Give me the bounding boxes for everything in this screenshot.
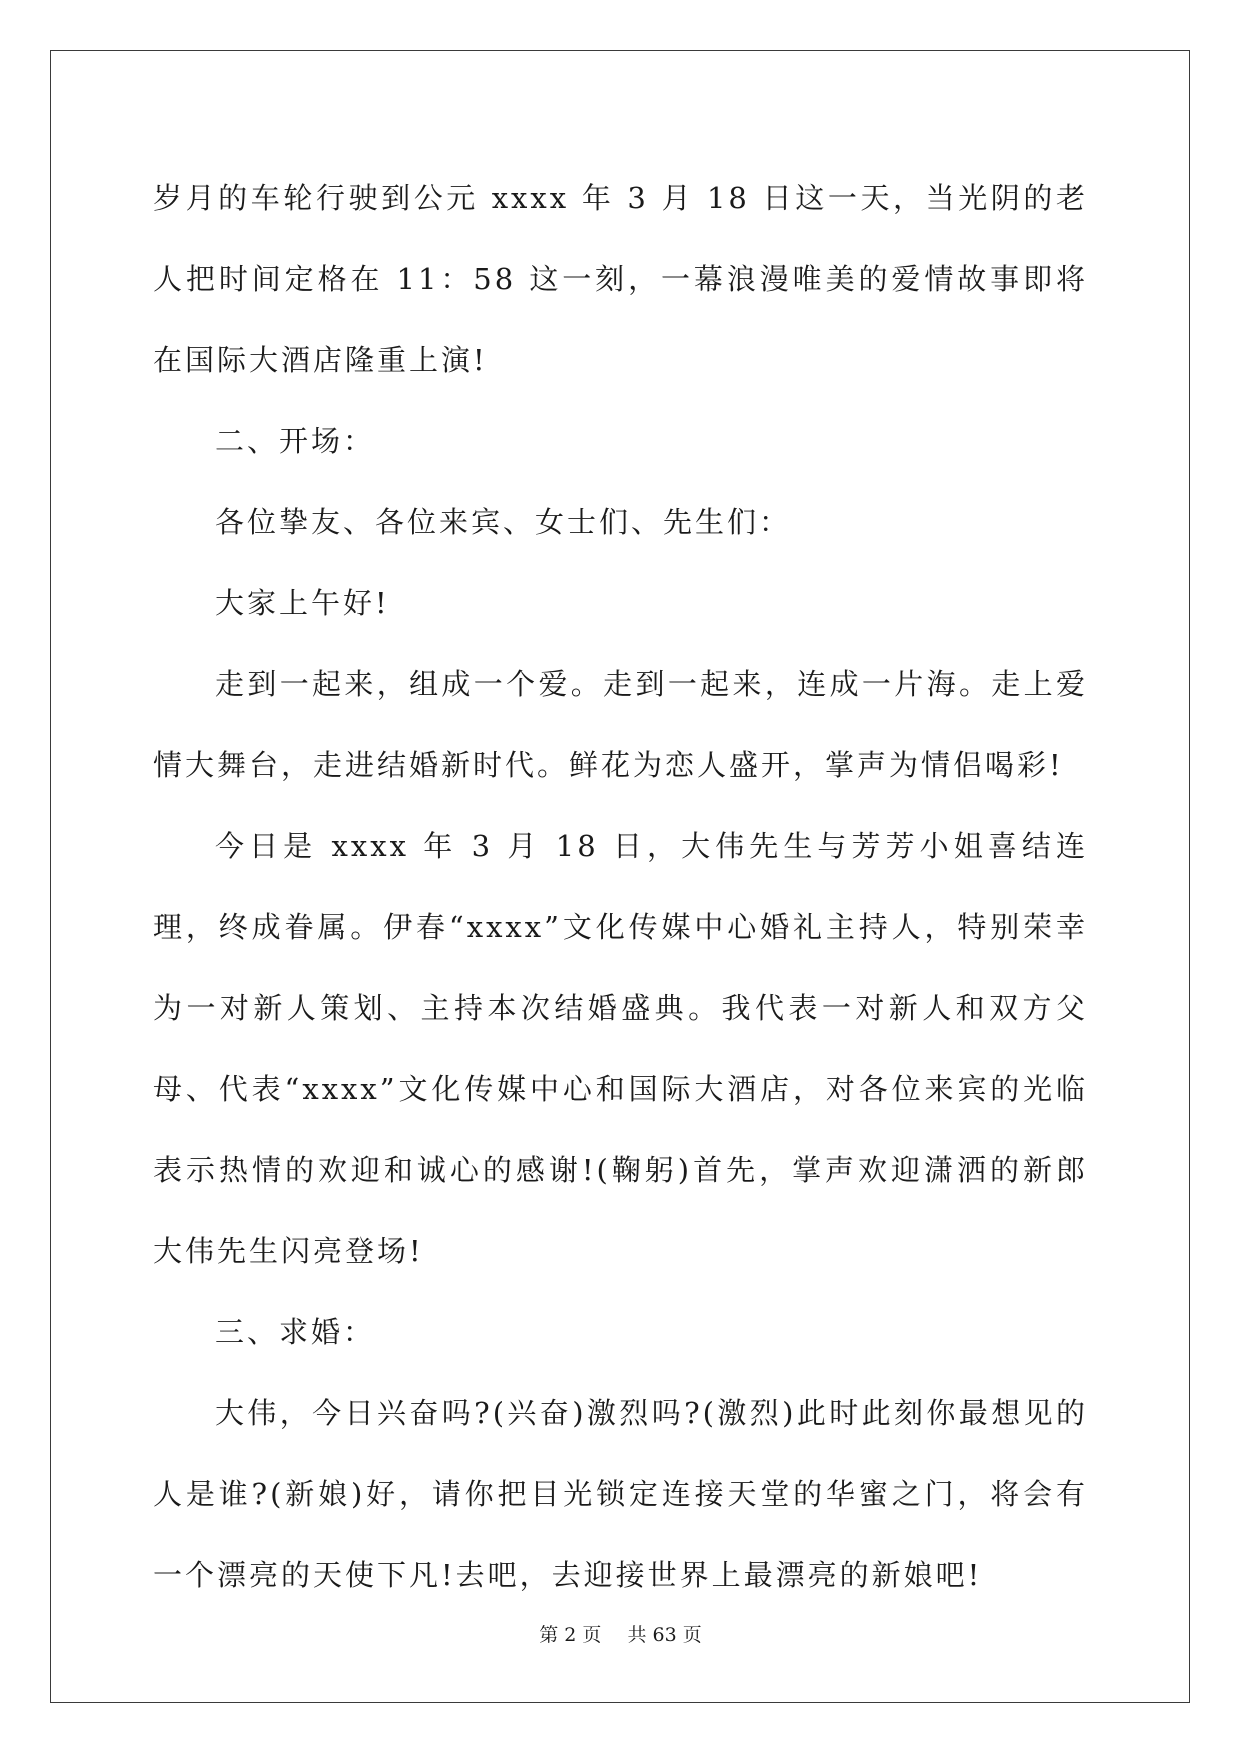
paragraph-good-morning: 大家上午好! [215, 586, 390, 620]
paragraph-ceremony-intro: 今日是 xxxx 年 3 月 18 日，大伟先生与芳芳小姐喜结连理，终成眷属。伊春“xxxx”文化传媒中心婚礼主持人，特别荣幸为一对新人策划、主持本次结婚盛典。我代表一对新人和双方父母、代表“xxxx”文化传媒中心和国际大酒店，对各位来宾的光临表示热情的欢迎和诚心的感谢!(鞠躬)首先，掌声欢迎潇洒的新郎大伟先生闪亮登场! [153, 829, 1088, 1268]
page-footer [0, 1620, 1241, 1647]
section-heading-opening: 二、开场： [215, 424, 376, 458]
paragraph-intro: 岁月的车轮行驶到公元 xxxx 年 3 月 18 日这一天，当光阴的老人把时间定格在 11：58 这一刻，一幕浪漫唯美的爱情故事即将在国际大酒店隆重上演! [153, 181, 1088, 377]
page-number: 第 2 页 [539, 1624, 602, 1646]
paragraph-proposal: 大伟，今日兴奋吗?(兴奋)激烈吗?(激烈)此时此刻你最想见的人是谁?(新娘)好，请你把目光锁定连接天堂的华蜜之门，将会有一个漂亮的天使下凡!去吧，去迎接世界上最漂亮的新娘吧! [153, 1396, 1088, 1592]
document-body [153, 158, 1088, 1616]
section-heading-proposal: 三、求婚： [215, 1315, 376, 1349]
page-total: 共 63 页 [627, 1624, 702, 1646]
paragraph-love-verse: 走到一起来，组成一个爱。走到一起来，连成一片海。走上爱情大舞台，走进结婚新时代。鲜花为恋人盛开，掌声为情侣喝彩! [153, 667, 1088, 782]
paragraph-greeting: 各位挚友、各位来宾、女士们、先生们： [215, 505, 792, 539]
